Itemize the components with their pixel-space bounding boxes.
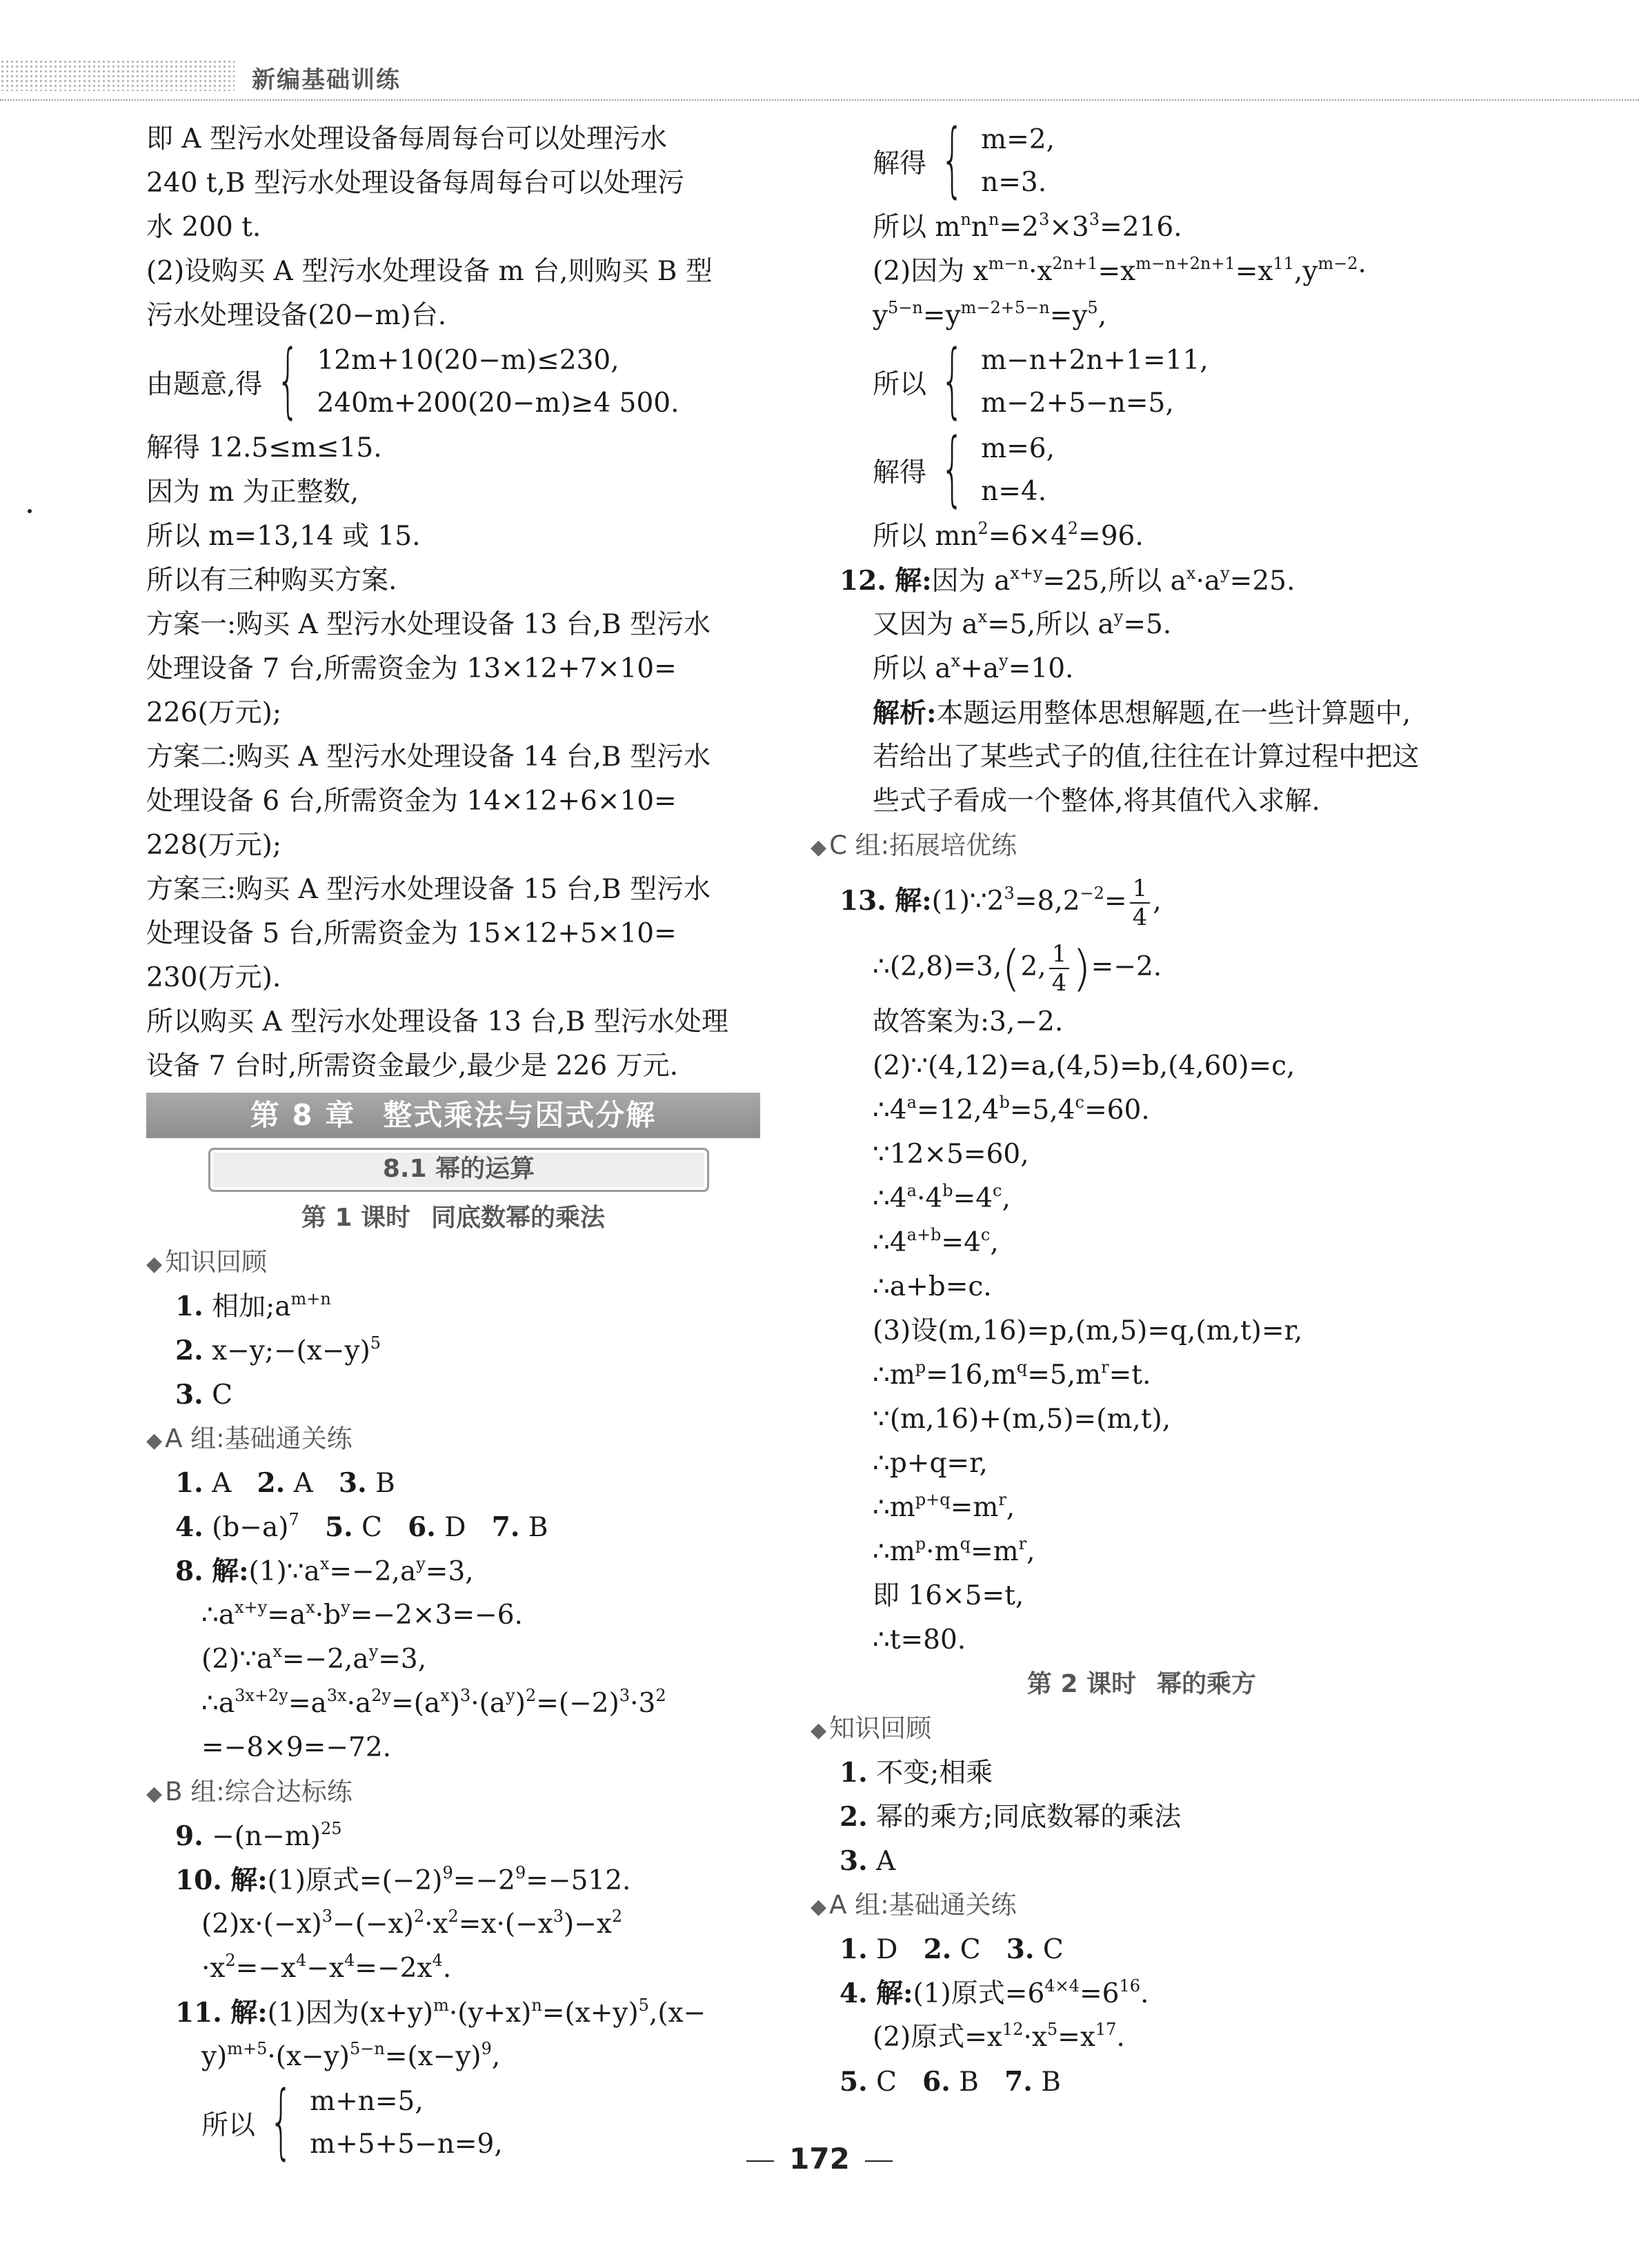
text-line: 设备 7 台时,所需资金最少,最少是 226 万元. <box>146 1051 679 1082</box>
answer-line: 4. 解:(1)原式$=6^{4\times 4}=6^{16}$. <box>840 1976 1149 2009</box>
diamond-icon: ◆ <box>146 1782 163 1806</box>
answer-line: =−8×9=−72. <box>201 1732 392 1763</box>
diamond-icon: ◆ <box>811 1895 827 1919</box>
chapter-title-bar: 第 8 章 整式乘法与因式分解 <box>146 1093 760 1138</box>
answer-line: ∵12×5=60, <box>873 1139 1029 1170</box>
answer-line: 又因为 $a^x=5$,所以 $a^y=5$. <box>873 607 1172 640</box>
analysis-line: 解析:本题运用整体思想解题,在一些计算题中, <box>873 697 1411 729</box>
running-header-title: 新编基础训练 <box>252 66 401 94</box>
text-line: 处理设备 5 台,所需资金为 15×12+5×10= <box>146 918 677 949</box>
answer-line: 1. 相加$;a^{m+n}$ <box>175 1289 331 1322</box>
section-heading-group-a: ◆ A 组:基础通关练 <box>811 1890 1017 1920</box>
answer-line: 3. C <box>175 1379 232 1411</box>
header-rule <box>0 99 1639 101</box>
text-line: 240 t,B 型污水处理设备每周每台可以处理污 <box>146 168 684 199</box>
answer-line: 1. A 2. A 3. B <box>175 1467 395 1499</box>
header-dot-band <box>0 59 235 91</box>
answer-line: $\therefore 4^a=12,4^b=5,4^c=60$. <box>873 1093 1150 1126</box>
text-line: 所以 m=13,14 或 15. <box>146 521 421 552</box>
answer-line: 12. 解:因为 $a^{x+y}=25$,所以 $a^x\cdot a^y=25$. <box>840 564 1295 597</box>
answer-line: ∴a+b=c. <box>873 1271 992 1302</box>
text-line: 处理设备 6 台,所需资金为 14×12+6×10= <box>146 786 677 817</box>
answer-line: 2. 幂的乘方;同底数幂的乘法 <box>840 1801 1182 1833</box>
answer-line: 5. C 6. B 7. B <box>840 2066 1061 2098</box>
page-number: 172 <box>0 2142 1639 2176</box>
answer-line: $(2)x\cdot(-x)^3-(-x)^2\cdot x^2=x\cdot(-x^3)-x^2$ <box>201 1907 623 1940</box>
answer-line: ∵(m,16)+(m,5)=(m,t), <box>873 1404 1171 1435</box>
text-line: 方案二:购买 A 型污水处理设备 14 台,B 型污水 <box>146 742 711 773</box>
text-line: 方案一:购买 A 型污水处理设备 13 台,B 型污水 <box>146 609 711 640</box>
text-line: (2)设购买 A 型污水处理设备 m 台,则购买 B 型 <box>146 256 713 287</box>
right-column <box>811 111 1473 2104</box>
answer-line: ∴p+q=r, <box>873 1448 988 1479</box>
equation-system: 解得 { m=2, n=3. <box>873 111 1055 206</box>
section-heading-review: ◆ 知识回顾 <box>811 1713 932 1743</box>
text-line: 230(万元). <box>146 962 281 993</box>
section-title: 8.1 幂的运算 <box>208 1148 709 1192</box>
answer-line: 11. 解:(1)因为$(x+y)^m\cdot(y+x)^n=(x+y)^5,(x-$ <box>175 1996 706 2029</box>
analysis-line: 些式子看成一个整体,将其值代入求解. <box>873 786 1320 817</box>
text-line: 所以有三种购买方案. <box>146 565 397 596</box>
left-column <box>146 117 760 2167</box>
answer-line: (2)∵(4,12)=a,(4,5)=b,(4,60)=c, <box>873 1051 1295 1082</box>
answer-line: $\therefore 4^{a+b}=4^c$, <box>873 1225 999 1258</box>
stray-dot <box>28 509 32 513</box>
answer-line: (2)原式$=x^{12}\cdot x^5=x^{17}$. <box>873 2020 1125 2053</box>
text-line: 因为 m 为正整数, <box>146 477 359 508</box>
text-line: 污水处理设备(20−m)台. <box>146 300 447 331</box>
answer-line: $\therefore m^p\cdot m^q=m^r$, <box>873 1534 1035 1567</box>
answer-line: 故答案为:3,−2. <box>873 1006 1064 1037</box>
diamond-icon: ◆ <box>146 1252 163 1276</box>
answer-line: 即 16×5=t, <box>873 1580 1024 1611</box>
answer-line: 4. $(b-a)^7$ 5. C 6. D 7. B <box>175 1510 548 1543</box>
section-heading-group-c: ◆ C 组:拓展培优练 <box>811 830 1017 860</box>
answer-line: 3. A <box>840 1845 896 1877</box>
answer-line: 1. D 2. C 3. C <box>840 1933 1064 1965</box>
section-heading-group-a: ◆ A 组:基础通关练 <box>146 1424 352 1453</box>
page-number-dash <box>865 2160 893 2162</box>
page-number-dash <box>746 2160 774 2162</box>
text-line: 所以购买 A 型污水处理设备 13 台,B 型污水处理 <box>146 1006 728 1037</box>
answer-line: (3)设(m,16)=p,(m,5)=q,(m,t)=r, <box>873 1315 1303 1346</box>
equation-system: 所以 { m−n+2n+1=11, m−2+5−n=5, <box>873 332 1209 427</box>
answer-line: $\therefore 4^a\cdot 4^b=4^c$, <box>873 1181 1011 1214</box>
equation-system: 所以 { m+n=5, m+5+5−n=9, <box>201 2073 503 2168</box>
text-line: 方案三:购买 A 型污水处理设备 15 台,B 型污水 <box>146 874 711 905</box>
section-heading-group-b: ◆ B 组:综合达标练 <box>146 1777 352 1807</box>
answer-line: $\cdot x^2=-x^4-x^4=-2x^4$. <box>201 1951 452 1984</box>
text-line: 处理设备 7 台,所需资金为 13×12+7×10= <box>146 653 677 684</box>
answer-line: ∴t=80. <box>873 1624 966 1655</box>
lesson-title: 第 2 课时 幂的乘方 <box>1026 1670 1257 1698</box>
text-line: 水 200 t. <box>146 212 261 243</box>
equation-system: 由题意,得 { 12m+10(20−m)≤230, 240m+200(20−m)≥4 500. <box>146 332 679 427</box>
lesson-title: 第 1 课时 同底数幂的乘法 <box>301 1204 606 1232</box>
answer-line: (2)因为 $x^{m-n}\cdot x^{2n+1}=x^{m-n+2n+1}=x^{11},y^{m-2}\cdot$ <box>873 254 1367 287</box>
answer-line: 8. 解$:(1)\because a^x=-2,a^y=3$, <box>175 1554 474 1587</box>
left-brace: { <box>940 111 964 206</box>
answer-line: 所以 $a^x+a^y=10$. <box>873 651 1074 684</box>
text-line: 解得 12.5≤m≤15. <box>146 432 382 464</box>
text-line: 即 A 型污水处理设备每周每台可以处理污水 <box>146 123 667 155</box>
answer-line: $\therefore a^{x+y}=a^x\cdot b^y=-2\times 3=-6$. <box>201 1598 523 1631</box>
answer-line: 2. $x-y;-(x-y)^5$ <box>175 1333 381 1366</box>
answer-line: 10. 解:(1)原式$=(-2)^9=-2^9=-512$. <box>175 1863 631 1896</box>
diamond-icon: ◆ <box>811 835 827 859</box>
answer-line: 13. 解$:(1)\because 2^3=8,2^{-2}=$ $\frac{1}{4}$ , <box>840 875 1162 931</box>
left-brace: { <box>940 332 964 427</box>
diamond-icon: ◆ <box>811 1718 827 1742</box>
answer-line: ∴(2,8)=3,(2, $\frac{1}{4}$ )=−2. <box>873 940 1162 997</box>
text-line: 228(万元); <box>146 830 282 861</box>
answer-line: 9. $-(n-m)^{25}$ <box>175 1819 342 1852</box>
left-brace: { <box>277 332 300 427</box>
answer-line: $y^{5-n}=y^{m-2+5-n}=y^5$, <box>873 298 1107 331</box>
answer-line: $\therefore m^p=16,m^q=5,m^r=t$. <box>873 1357 1151 1391</box>
answer-line: $\therefore a^{3x+2y}=a^{3x}\cdot a^{2y}=(a^x)^3\cdot(a^y)^2=(-2)^3\cdot 3^2$ <box>201 1686 666 1719</box>
answer-line: $y)^{m+5}\cdot(x-y)^{5-n}=(x-y)^9$, <box>201 2039 501 2072</box>
answer-line: 1. 不变;相乘 <box>840 1757 993 1789</box>
answer-line: 所以 $mn^2=6\times 4^2=96$. <box>873 519 1144 552</box>
text-line: 226(万元); <box>146 697 282 728</box>
answer-line: $(2)\because a^x=-2,a^y=3$, <box>201 1642 427 1675</box>
analysis-line: 若给出了某些式子的值,往往在计算过程中把这 <box>873 742 1420 773</box>
equation-system: 解得 { m=6, n=4. <box>873 420 1055 515</box>
answer-line: $\therefore m^{p+q}=m^r$, <box>873 1490 1015 1523</box>
answer-line: 所以 $m^nn^n=2^3\times 3^3=216$. <box>873 210 1182 243</box>
section-title-row <box>146 1144 760 1196</box>
left-brace: { <box>940 420 964 515</box>
diamond-icon: ◆ <box>146 1429 163 1453</box>
section-heading-review: ◆ 知识回顾 <box>146 1247 268 1277</box>
left-brace: { <box>269 2073 293 2168</box>
